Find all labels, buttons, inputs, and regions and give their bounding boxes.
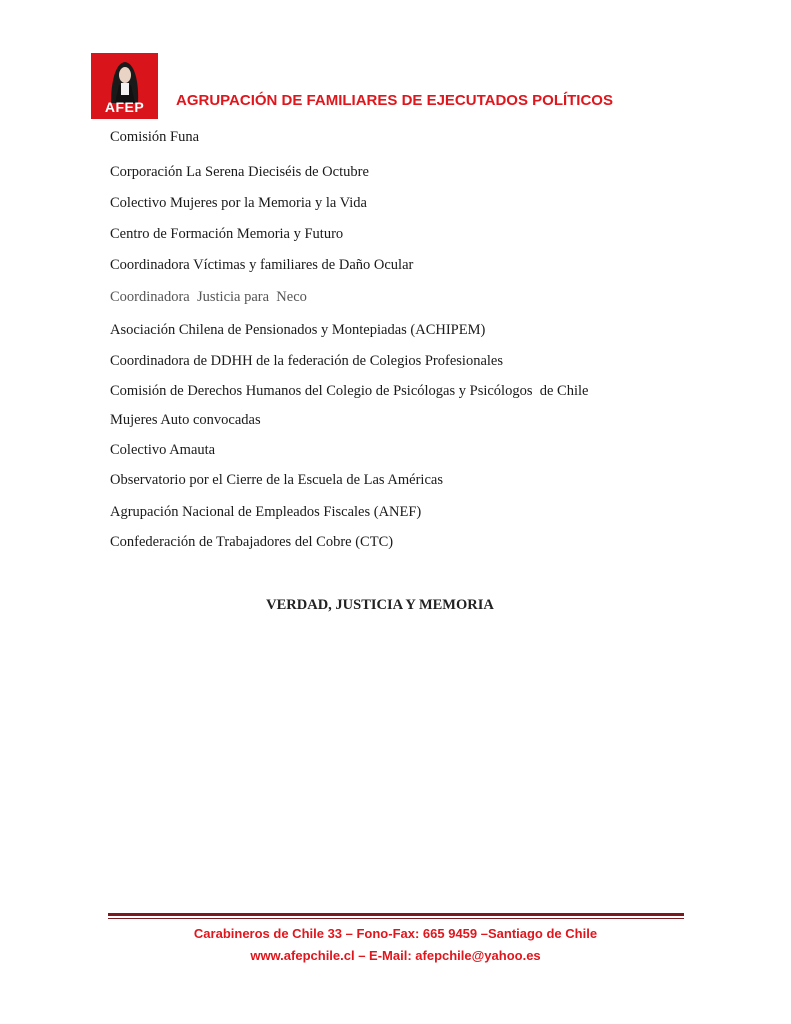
list-item: Colectivo Amauta <box>110 442 216 458</box>
footer-address: Carabineros de Chile 33 – Fono-Fax: 665 9459 –Santiago de Chile <box>193 926 598 941</box>
list-item: Comisión de Derechos Humanos del Colegio de Psicólogas y Psicólogos de Chile <box>110 383 589 399</box>
footer-divider <box>108 913 684 916</box>
list-item: Centro de Formación Memoria y Futuro <box>110 226 344 242</box>
motto: VERDAD, JUSTICIA Y MEMORIA <box>266 597 494 613</box>
list-item: Observatorio por el Cierre de la Escuela de Las Américas <box>110 472 443 488</box>
footer-divider-thin <box>108 918 684 919</box>
list-item: Colectivo Mujeres por la Memoria y la Vida <box>110 195 367 211</box>
list-item: Coordinadora Víctimas y familiares de Daño Ocular <box>110 257 414 273</box>
list-item: Comisión Funa <box>110 129 200 145</box>
organization-title: AGRUPACIÓN DE FAMILIARES DE EJECUTADOS POLÍTICOS <box>176 92 613 109</box>
footer-contact: www.afepchile.cl – E-Mail: afepchile@yahoo.es <box>250 948 541 963</box>
list-item: Mujeres Auto convocadas <box>110 412 261 428</box>
list-item: Coordinadora de DDHH de la federación de Colegios Profesionales <box>110 353 503 369</box>
list-item: Coordinadora Justicia para Neco <box>110 289 307 305</box>
list-item: Confederación de Trabajadores del Cobre (CTC) <box>110 534 394 550</box>
afep-logo <box>91 53 158 119</box>
list-item: Asociación Chilena de Pensionados y Montepiadas (ACHIPEM) <box>110 322 486 338</box>
list-item: Corporación La Serena Dieciséis de Octubre <box>110 164 369 180</box>
list-item: Agrupación Nacional de Empleados Fiscales (ANEF) <box>110 504 422 520</box>
logo-text: AFEP <box>104 99 145 115</box>
